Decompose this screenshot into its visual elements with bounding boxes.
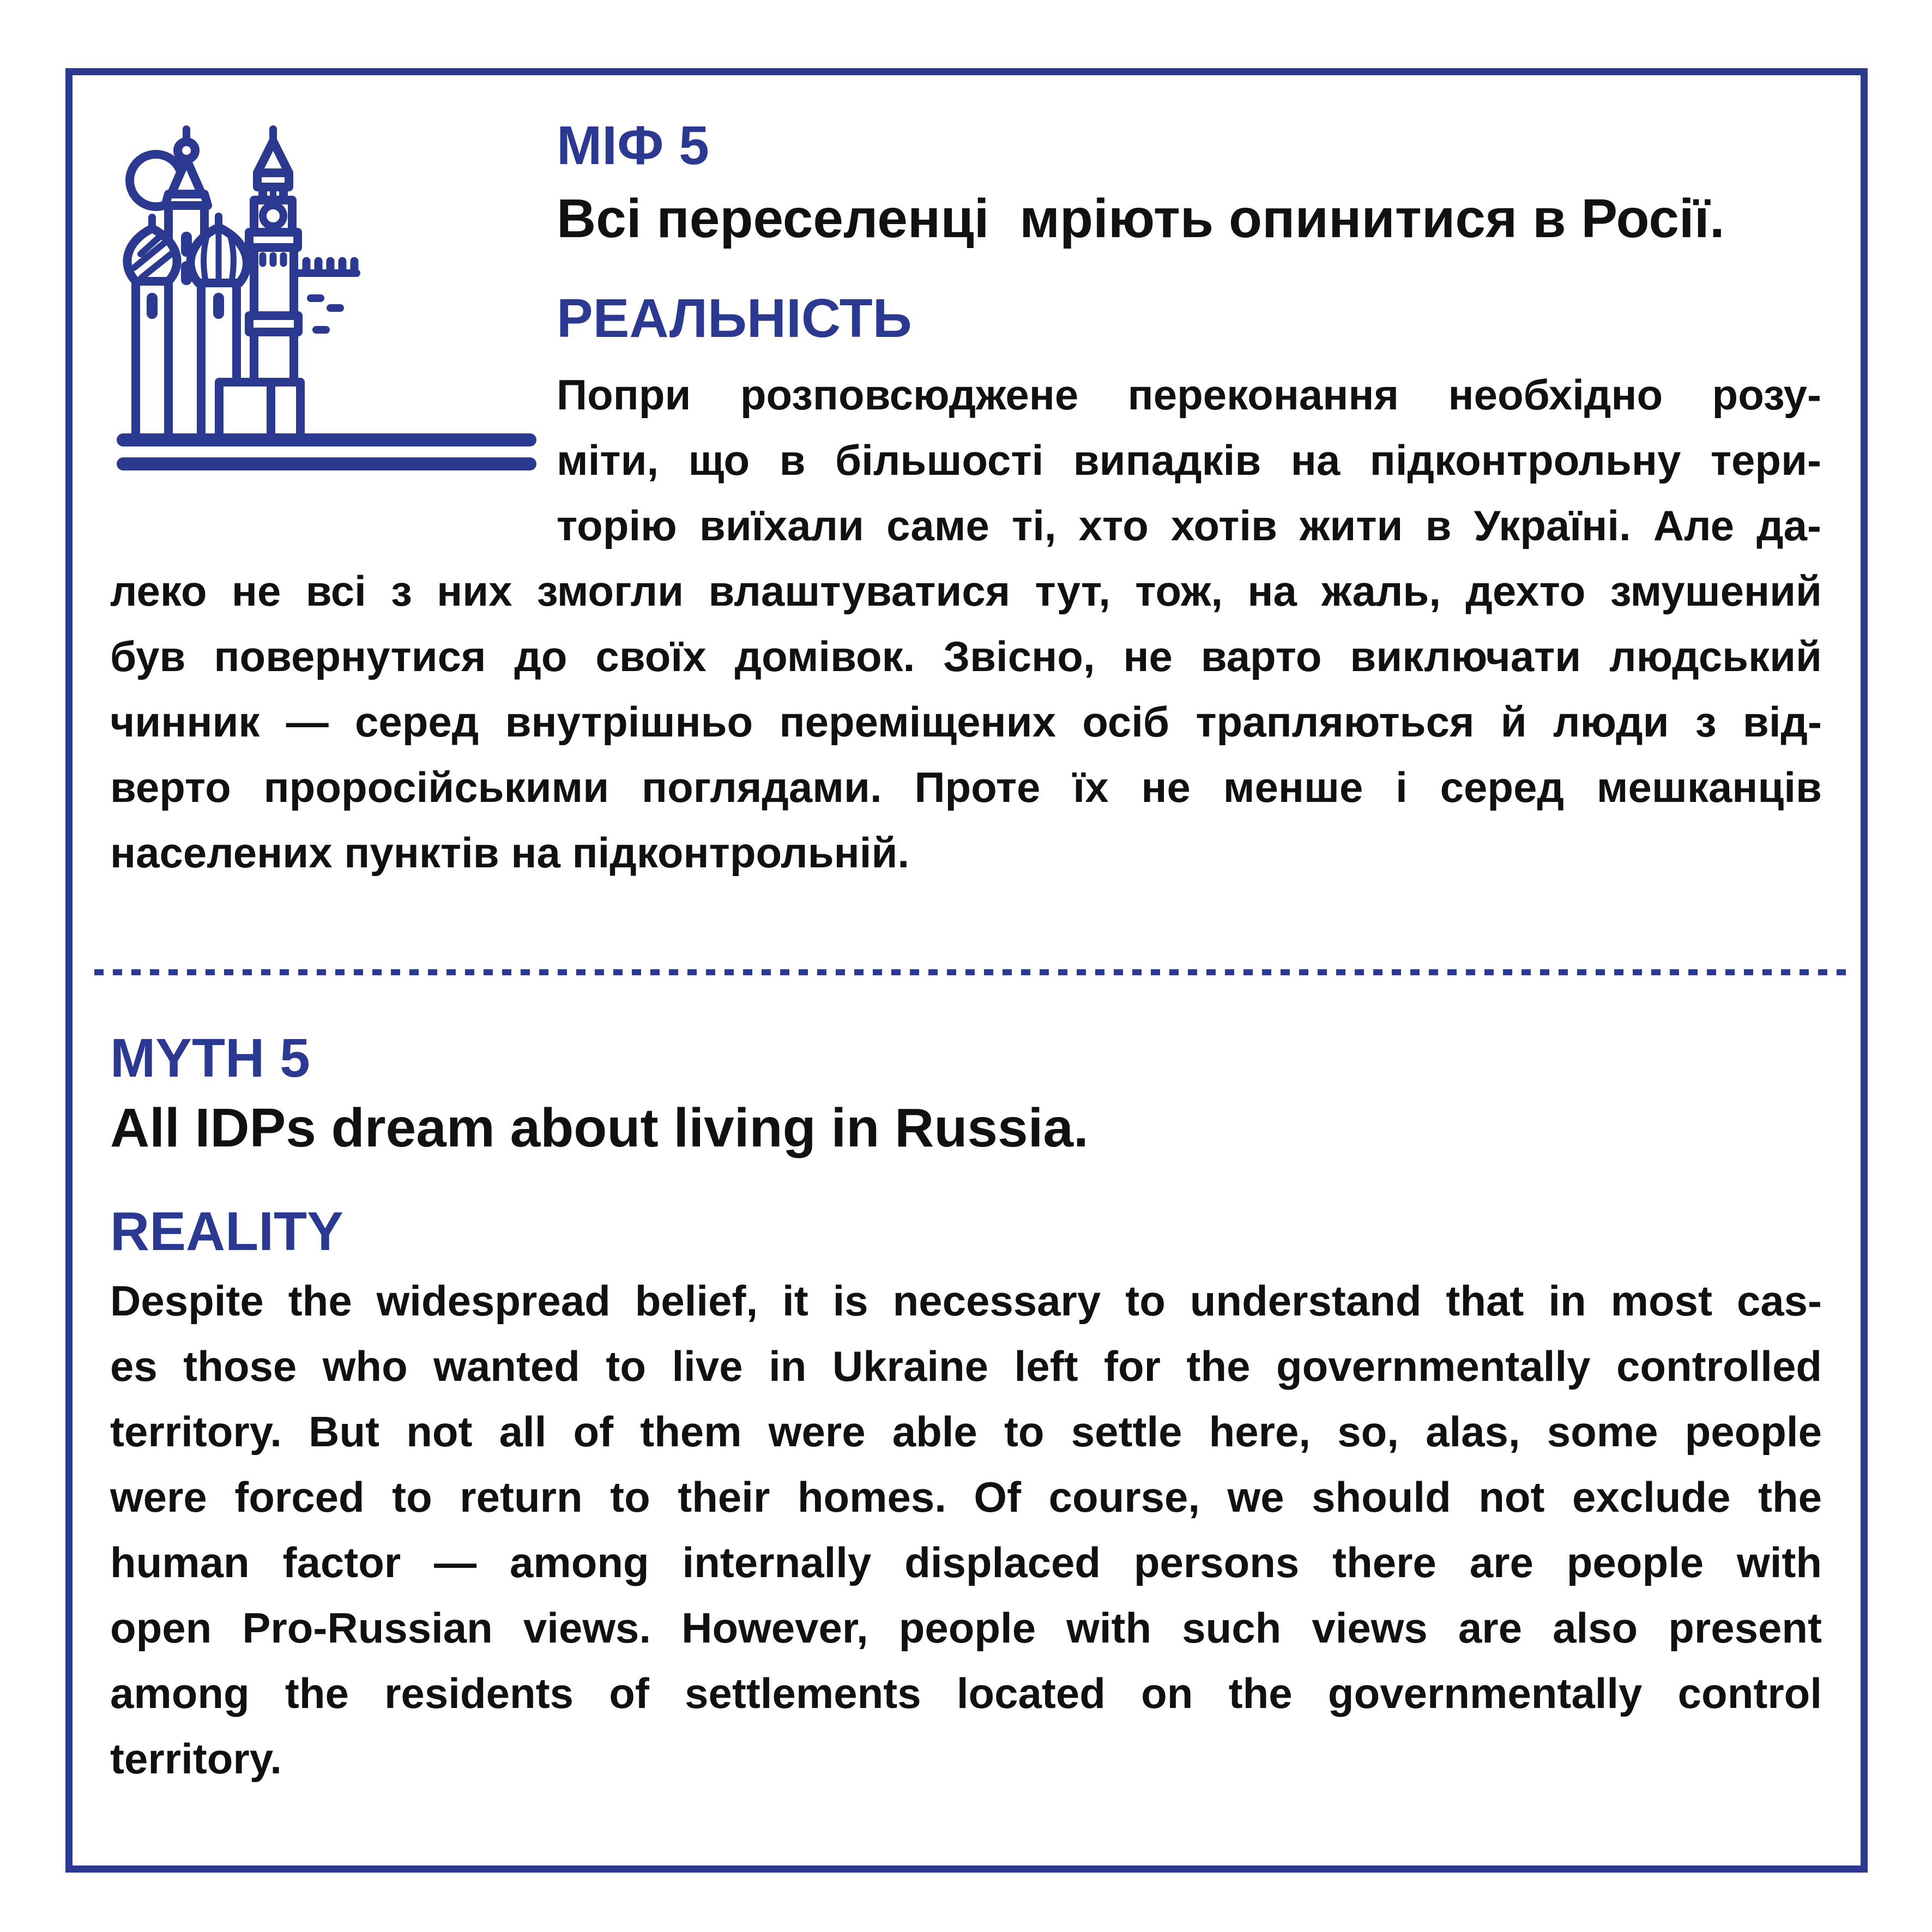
en-reality-line: Despite the widespread belief, it is necessary to understand that in most cas- [110, 1277, 1822, 1325]
uk-reality-line: міти, що в більшості випадків на підконтрольну тери- [557, 436, 1821, 484]
en-reality-line: human factor — among internally displaced persons there are people with [110, 1538, 1822, 1586]
uk-reality-line: був повернутися до своїх домівок. Звісно, не варто виключати людський [110, 632, 1822, 680]
uk-reality-heading: РЕАЛЬНІСТЬ [557, 288, 912, 349]
en-reality-line: territory. [110, 1735, 282, 1783]
uk-myth-heading: МІФ 5 [557, 115, 709, 176]
en-myth-heading: MYTH 5 [110, 1028, 310, 1089]
en-reality-line: were forced to return to their homes. Of course, we should not exclude the [110, 1473, 1822, 1521]
dashed-divider [94, 969, 1855, 975]
uk-reality-line: чинник — серед внутрішньо переміщених осіб трапляються й люди з від- [110, 698, 1822, 746]
uk-reality-line: леко не всі з них змогли влаштуватися тут, тож, на жаль, дехто змушений [110, 567, 1822, 615]
moscow-kremlin-red-square-icon [117, 125, 536, 474]
en-reality-line: territory. But not all of them were able to settle here, so, alas, some people [110, 1408, 1822, 1456]
uk-reality-line: торію виїхали саме ті, хто хотів жити в Україні. Але да- [557, 502, 1821, 550]
en-myth-statement: All IDPs dream about living in Russia. [110, 1097, 1089, 1158]
en-reality-line: es those who wanted to live in Ukraine left for the governmentally controlled [110, 1342, 1822, 1390]
en-reality-line: open Pro-Russian views. However, people with such views are also present [110, 1604, 1822, 1652]
en-reality-heading: REALITY [110, 1201, 343, 1262]
uk-reality-line: Попри розповсюджене переконання необхідно розу- [557, 371, 1821, 419]
en-reality-line: among the residents of settlements located on the governmentally control [110, 1669, 1822, 1717]
uk-reality-line: верто проросійськими поглядами. Проте їх не менше і серед мешканців [110, 763, 1822, 811]
myth-card [65, 68, 1868, 1873]
uk-myth-statement: Всі переселенці мріють опинитися в Росії. [557, 188, 1725, 249]
uk-reality-line: населених пунктів на підконтрольній. [110, 829, 910, 877]
